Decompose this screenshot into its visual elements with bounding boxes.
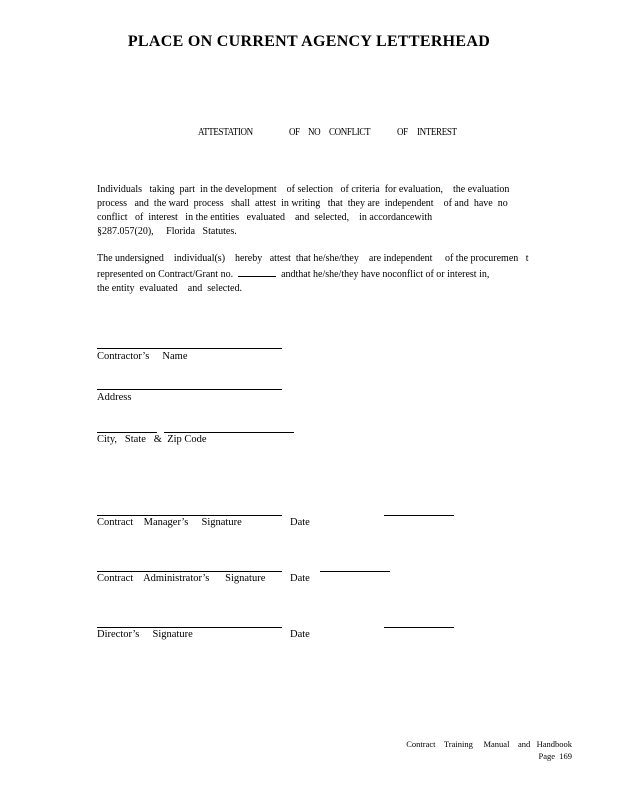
manager-signature-line[interactable] (97, 515, 282, 516)
contract-number-blank[interactable] (238, 266, 276, 277)
page-title: PLACE ON CURRENT AGENCY LETTERHEAD (127, 33, 491, 50)
manager-date-line[interactable] (384, 515, 454, 516)
attestation-word-2: OF (289, 127, 300, 138)
attestation-word-4: CONFLICT (329, 127, 371, 138)
attestation-word-3: NO (308, 127, 321, 138)
footer-manual-title: Contract Training Manual and Handbook (406, 739, 572, 749)
paragraph-line-with-blank (97, 266, 567, 282)
paragraph-line: Individuals taking part in the development of selection of criteria for evaluation, the evaluation (97, 184, 510, 195)
city-state-zip-label: City, State & Zip Code (97, 434, 207, 445)
state-zip-line[interactable] (164, 432, 294, 433)
footer-page-number: Page 169 (538, 751, 572, 761)
city-line[interactable] (97, 432, 157, 433)
administrator-date-line[interactable] (320, 571, 390, 572)
contractor-name-line[interactable] (97, 348, 282, 349)
address-label: Address (97, 392, 132, 403)
paragraph-text: andthat he/she/they have noconflict of or interest in, (281, 269, 490, 280)
attestation-word-5: OF (397, 127, 408, 138)
manager-date-label: Date (290, 517, 310, 528)
paragraph-line: conflict of interest in the entities evaluated and selected, in accordancewith (97, 212, 433, 223)
paragraph-text: represented on Contract/Grant no. (97, 269, 234, 280)
administrator-signature-line[interactable] (97, 571, 282, 572)
administrator-date-label: Date (290, 573, 310, 584)
contractor-name-label: Contractor’s Name (97, 351, 188, 362)
attestation-paragraph (97, 252, 567, 296)
paragraph-line: §287.057(20), Florida Statutes. (97, 226, 237, 237)
director-signature-label: Director’s Signature (97, 629, 193, 640)
attestation-word-1: ATTESTATION (198, 127, 253, 138)
conflict-statement-paragraph (97, 183, 567, 239)
paragraph-line: the entity evaluated and selected. (97, 283, 242, 294)
administrator-signature-label: Contract Administrator’s Signature (97, 573, 266, 584)
paragraph-line: The undersigned individual(s) hereby attest that he/she/they are independent of the procuremen t (97, 253, 529, 264)
attestation-word-6: INTEREST (417, 127, 457, 138)
director-signature-line[interactable] (97, 627, 282, 628)
director-date-label: Date (290, 629, 310, 640)
manager-signature-label: Contract Manager’s Signature (97, 517, 242, 528)
address-line[interactable] (97, 389, 282, 390)
director-date-line[interactable] (384, 627, 454, 628)
paragraph-line: process and the ward process shall attest in writing that they are independent of and have no (97, 198, 508, 209)
